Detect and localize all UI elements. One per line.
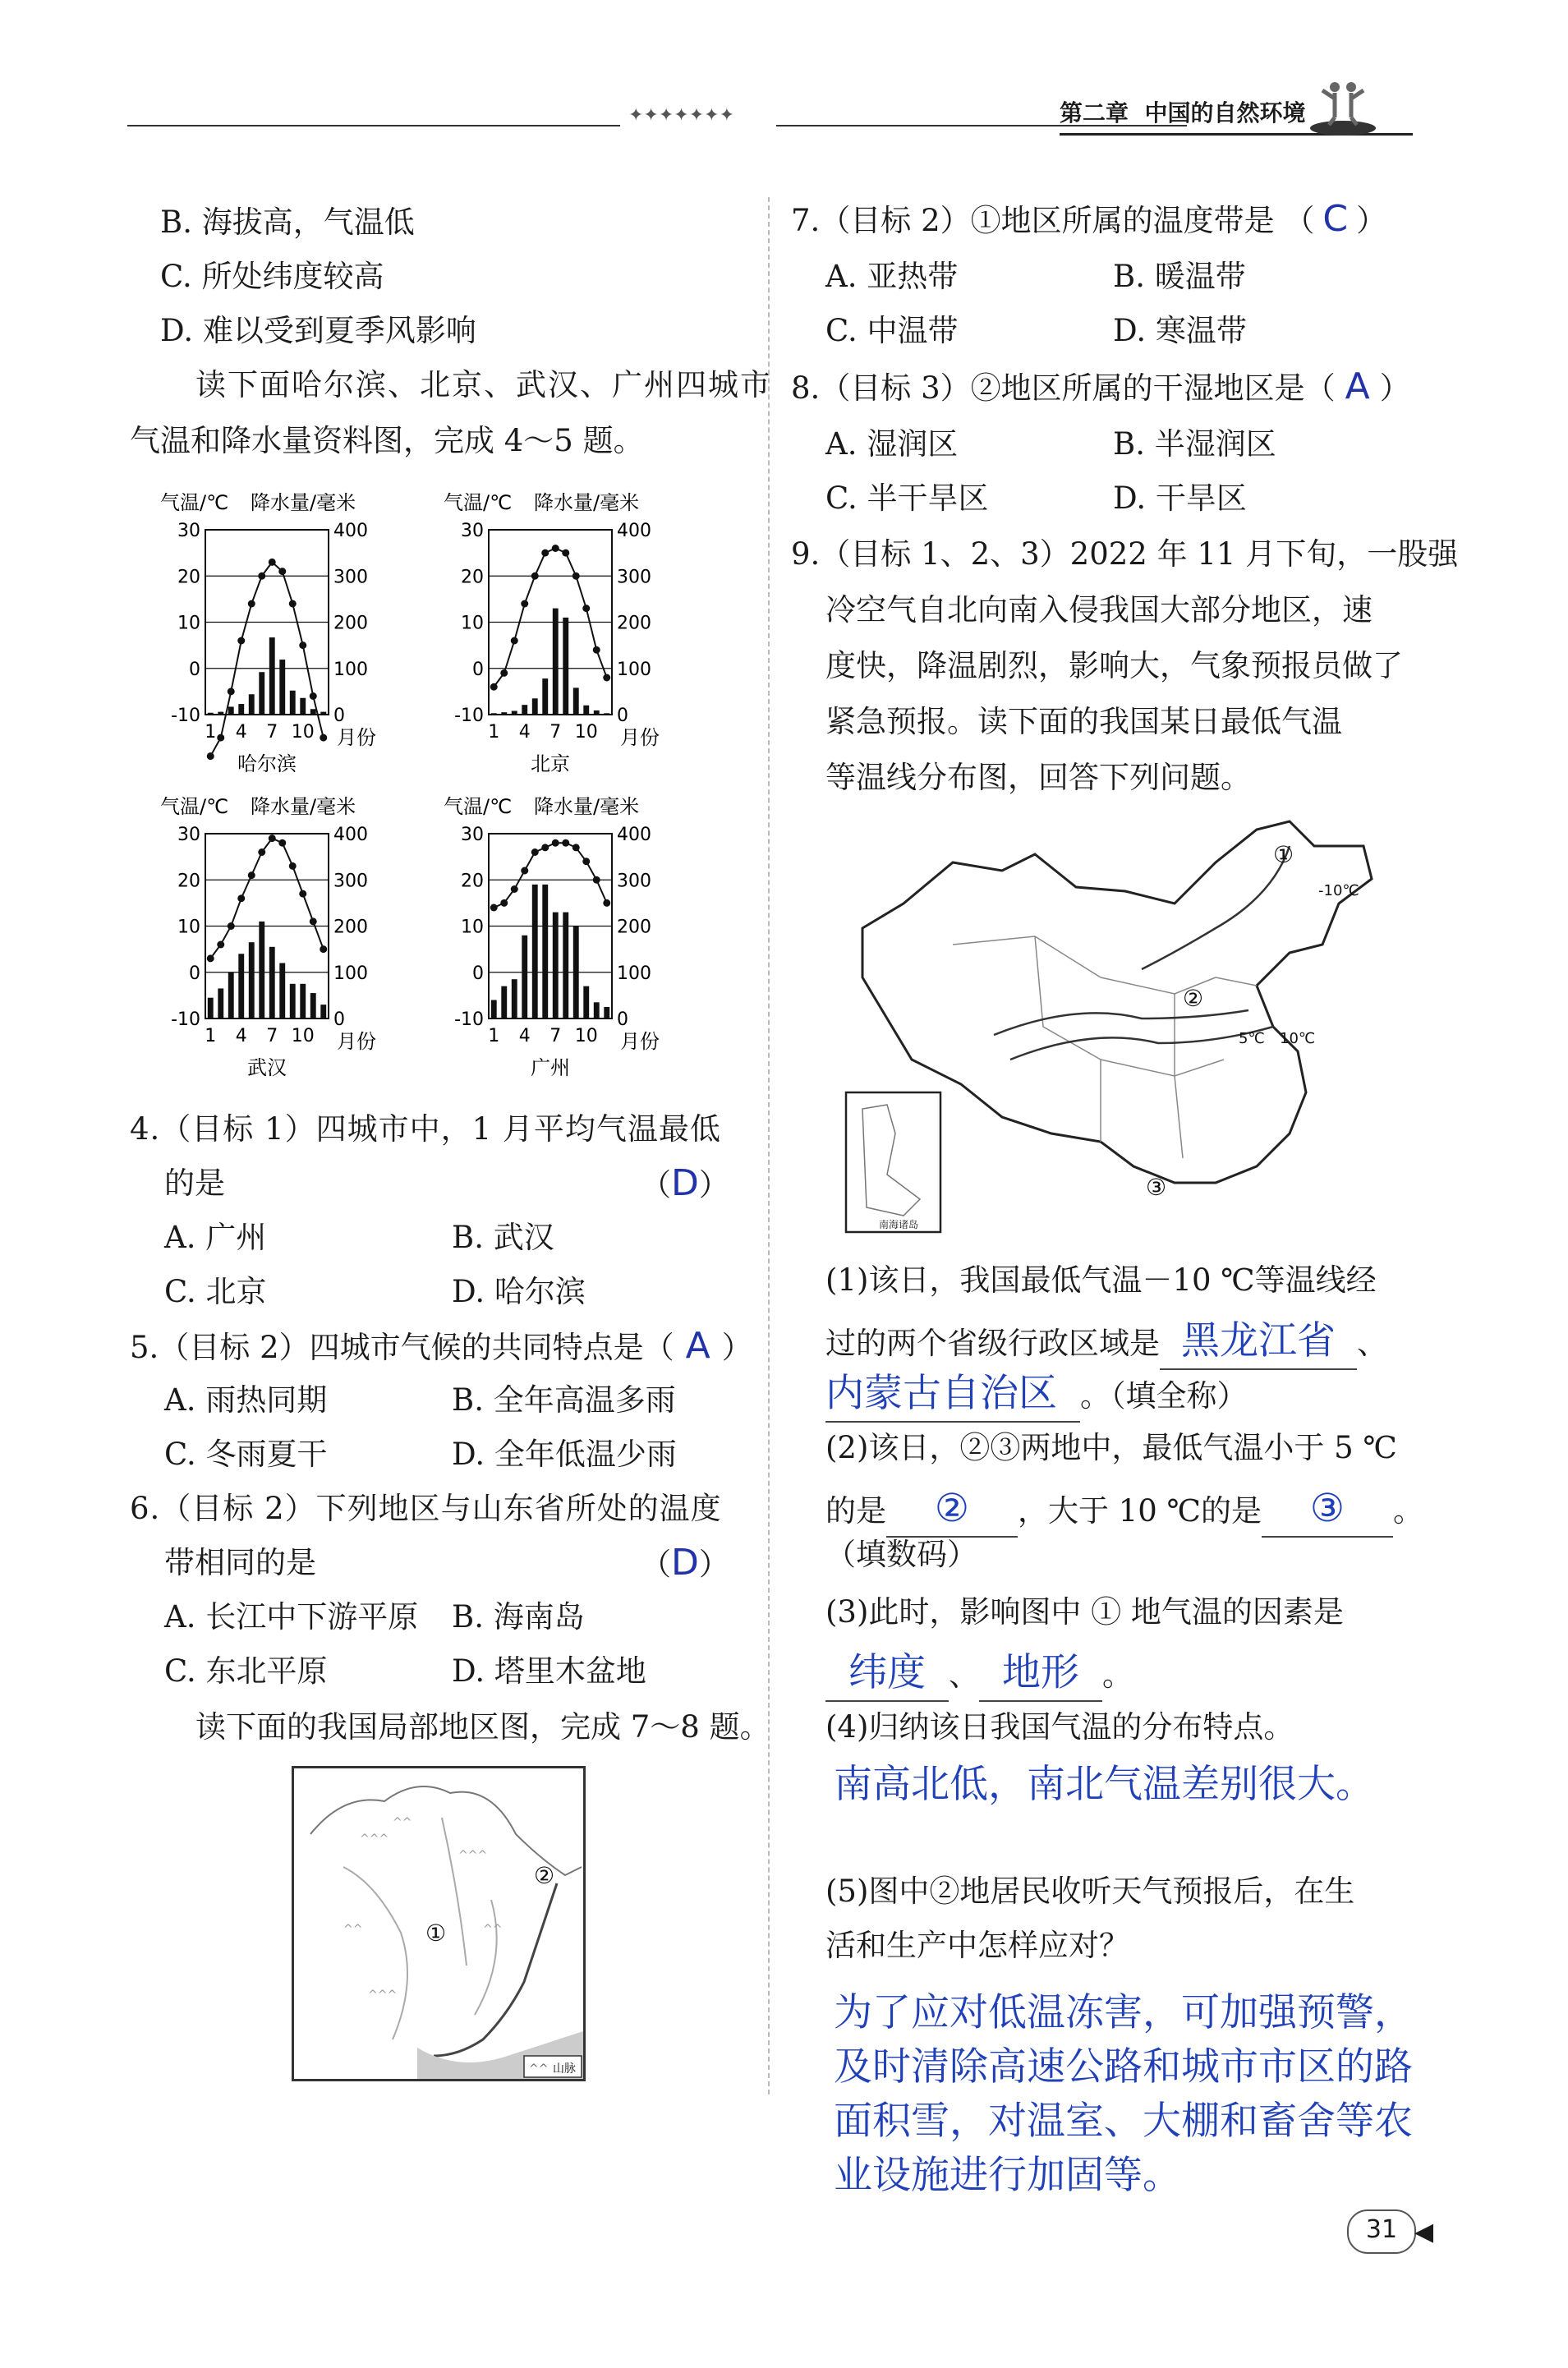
chart-precip-bar [501,712,507,715]
chart-tick-right: 300 [333,871,368,892]
chart-temp-point [490,683,498,691]
q6-option-a: A. 长江中下游平原 [164,1599,419,1635]
chart-tick-x: 4 [518,722,531,743]
chart-precip-bar [491,713,497,715]
s1-answer-2: 内蒙古自治区 [825,1371,1057,1416]
chart-precip-bar [491,1000,497,1019]
q5-option-a: A. 雨热同期 [164,1382,328,1418]
chart-tick-right: 200 [333,917,368,938]
iso-label-10: 10℃ [1280,1030,1316,1047]
chart-precip-bar [532,698,538,715]
chart-temp-point [248,600,255,608]
chart-tick-left: 10 [177,613,200,634]
chart-tick-x: 7 [266,722,278,743]
chart-precip-bar [512,979,517,1018]
s5-answer-line-2: 及时清除高速公路和城市市区的路 [834,2044,1413,2090]
chart-tick-right: 0 [617,1009,628,1030]
chart-temp-point [237,637,245,645]
chart-temp-point [289,862,297,870]
iso-label-5: 5℃ [1239,1030,1265,1047]
chart-temp-point [228,922,235,930]
q4-stem: 4.（目标 1）四城市中，1 月平均气温最低 [130,1111,721,1147]
chart-temp-point [552,839,559,847]
q8-option-b: B. 半湿润区 [1113,426,1276,462]
svg-text:^^: ^^ [393,1816,412,1829]
q6-stem-2: 带相同的是 [164,1545,316,1580]
chart-temp-point [511,637,518,645]
chart-tick-right: 400 [333,825,368,845]
chart-tick-left: 20 [461,871,484,892]
chart-precip-bar [553,609,559,715]
svg-text:^^^: ^^^ [458,1849,488,1862]
chart-tick-right: 300 [333,567,368,588]
chart-temp-point [593,876,600,884]
chart-ylabel-left: 气温/℃ [444,491,513,514]
s5-stem-1: (5)图中②地居民收听天气预报后，在生 [825,1874,1355,1909]
chart-temp-point [269,835,276,842]
s1-stem-1: (1)该日，我国最低气温－10 ℃等温线经 [825,1262,1377,1298]
chart-precip-bar [218,988,223,1018]
chart-tick-x: 7 [266,1026,278,1046]
chart-precip-bar [300,984,306,1018]
chart-tick-left: 0 [472,659,484,680]
chart-temp-point [320,734,327,742]
chart-tick-left: 0 [189,963,200,984]
chart-ylabel-right: 降水量/毫米 [534,795,640,818]
s2-text-b: ，大于 10 ℃的是 [1018,1493,1262,1529]
chart-precip-bar [269,637,275,715]
chart-temp-point [299,890,306,898]
q9-stem-1: 9.（目标 1、2、3）2022 年 11 月下旬，一股强 [791,536,1459,572]
chart-precip-bar [320,712,326,715]
chart-precip-bar [542,885,548,1018]
chart-precip-bar [563,618,568,715]
chart-tick-right: 0 [333,1009,345,1030]
q4-option-a: A. 广州 [164,1220,267,1255]
chart-tick-x: 1 [488,1026,500,1046]
q8-stem-text: 8.（目标 3）②地区所属的干湿地区是（ [791,370,1336,406]
s5-answer-line-4: 业设施进行加固等。 [834,2153,1181,2198]
s3-answer-2: 地形 [1002,1650,1079,1695]
s1-stem-2 [825,1314,1387,1370]
q6-answer-bracket: （D） [641,1542,729,1584]
chart-temp-point [582,858,590,865]
chart-temp-line [210,839,324,959]
s1-blank-1 [1160,1314,1357,1370]
south-sea-label: 南海诸岛 [879,1219,919,1230]
chart-tick-right: 200 [617,917,651,938]
chart-tick-right: 0 [617,706,628,726]
chart-precip-bar [290,984,296,1018]
s4-answer: 南高北低，南北气温差别很大。 [834,1762,1374,1807]
q7-option-c: C. 中温带 [825,313,959,348]
chart-precip-bar [249,694,255,715]
svg-text:^^: ^^ [483,1923,503,1936]
chart-precip-bar [279,660,285,715]
s3-tail: 。 [1102,1658,1133,1693]
chart-temp-point [207,752,214,760]
s3-stem-1: (3)此时，影响图中 ① 地气温的因素是 [825,1594,1344,1630]
chart-temp-point [562,549,569,557]
chart-temp-point [320,945,327,953]
q7-answer: C [1322,198,1349,240]
chart-xlabel: 月份 [337,726,376,749]
chart-temp-point [531,572,539,580]
chart-ylabel-left: 气温/℃ [444,795,513,818]
chart-temp-point [541,549,549,557]
chart-tick-left: 20 [177,871,200,892]
chart-tick-x: 10 [574,1026,598,1046]
q4-answer: D [671,1162,699,1204]
chart-temp-point [289,600,297,608]
s5-answer-line-1: 为了应对低温冻害，可加强预警， [834,1990,1413,2035]
chart-precip-bar [512,711,517,715]
chart-temp-point [593,646,600,654]
chart-title: 哈尔滨 [237,752,297,775]
chart-temp-point [500,899,508,907]
northeast-map-drawing [294,1768,583,2079]
s2-stem-3: （填数码） [825,1537,977,1572]
page-number-badge [1347,2209,1416,2254]
chart-precip-bar [310,709,316,715]
chart-precip-bar [259,672,264,715]
chart-precip-bar [583,706,589,715]
chart-tick-left: 10 [461,917,484,938]
chart-precip-bar [522,936,527,1018]
chart-precip-bar [238,954,244,1018]
s2-blank-1 [886,1482,1018,1538]
chart-temp-point [237,894,245,902]
chart-temp-point [217,734,224,742]
map-label-1: ① [425,1920,447,1947]
q5-stem-text: 5.（目标 2）四城市气候的共同特点是（ [130,1330,674,1365]
chart-precip-bar [320,1005,326,1018]
q4-option-d: D. 哈尔滨 [452,1274,586,1309]
chart-tick-x: 7 [549,1026,562,1046]
chart-precip-bar [594,710,600,715]
chart-precip-bar [604,1007,609,1018]
chart-precip-bar [238,704,244,715]
iso-label-minus10: -10℃ [1318,882,1359,899]
s1-sep: 、 [1357,1326,1387,1361]
chart-precip-bar [573,687,579,715]
chart-precip-bar [604,713,609,715]
chart-tick-right: 400 [617,825,651,845]
intro-4-5-line2: 气温和降水量资料图，完成 4～5 题。 [130,423,644,458]
q5-option-d: D. 全年低温少雨 [452,1437,677,1472]
chart-tick-left: 10 [461,613,484,634]
s2-blank-2 [1262,1482,1393,1538]
q4-answer-bracket: （D） [641,1162,729,1204]
s1-answer-1: 黑龙江省 [1181,1318,1336,1363]
chart-tick-left: 20 [461,567,484,588]
chart-temp-point [310,917,317,925]
china-isotherm-map [830,813,1396,1240]
chart-temp-point [603,674,610,682]
map-label-2: ② [534,1862,555,1889]
iso-map-label-2: ② [1183,985,1204,1012]
chart-tick-x: 10 [291,722,315,743]
chart-tick-x: 1 [205,722,217,743]
chart-tick-x: 1 [488,722,500,743]
s3-sep: 、 [949,1658,979,1693]
chart-precip-bar [310,993,316,1018]
s3-blank-2 [979,1646,1102,1702]
q8-answer: A [1345,366,1370,407]
chart-temp-point [248,871,255,879]
s5-stem-2: 活和生产中怎样应对？ [825,1928,1129,1963]
chart-temp-point [500,669,508,677]
chart-temp-point [490,904,498,912]
chart-temp-point [511,885,518,893]
s1-blank-2 [825,1367,1080,1423]
chart-tick-left: -10 [171,1009,200,1030]
chart-temp-line [494,549,607,687]
chart-temp-point [278,839,286,847]
s2-tail: 。 [1393,1493,1423,1529]
q9-stem-3: 度快，降温剧烈，影响大，气象预报员做了 [825,648,1403,683]
q9-stem-2: 冷空气自北向南入侵我国大部分地区，速 [825,592,1373,628]
chart-precip-bar [208,713,214,715]
q7-option-a: A. 亚热带 [825,259,959,294]
chart-precip-bar [542,678,548,715]
q8-option-c: C. 半干旱区 [825,480,989,516]
page-arrow-icon: ◀ [1414,2218,1434,2246]
chapter-title: 中国的自然环境 [1144,99,1306,126]
chart-temp-point [278,568,286,575]
intro-7-8: 读下面的我国局部地区图，完成 7～8 题。 [195,1709,770,1745]
q5-stem: 5.（目标 2）四城市气候的共同特点是（ A ） [130,1325,752,1367]
chart-tick-right: 200 [333,613,368,634]
chart-tick-right: 100 [333,963,368,984]
chart-tick-left: 0 [472,963,484,984]
chart-tick-left: 20 [177,567,200,588]
header-decoration: ✦✦✦✦✦✦✦ [628,105,735,126]
chart-temp-point [572,844,580,851]
column-divider [768,197,770,2094]
svg-text:^^^: ^^^ [368,1989,398,2002]
map-legend-label: 山脉 [553,2062,576,2076]
chart-precip-bar [290,691,296,715]
q6-option-b: B. 海南岛 [452,1599,585,1635]
chart-precip-bar [594,1002,600,1018]
svg-text:^^^: ^^^ [360,1832,389,1846]
chart-tick-x: 4 [235,1026,247,1046]
chart-tick-left: -10 [454,1009,484,1030]
q9-stem-5: 等温线分布图，回答下列问题。 [825,760,1251,795]
intro-4-5-line1: 读下面哈尔滨、北京、武汉、广州四城市 [195,367,772,402]
q4-stem-2: 的是 [164,1166,225,1201]
chart-tick-left: 30 [461,825,484,845]
chart-precip-bar [522,705,527,715]
chart-tick-left: 30 [177,825,200,845]
q7-stem: 7.（目标 2）①地区所属的温度带是 （ C ） [791,198,1387,240]
chart-temp-point [603,899,610,907]
chart-tick-right: 400 [617,521,651,541]
q5-option-c: C. 冬雨夏干 [164,1437,328,1472]
chart-tick-right: 400 [333,521,368,541]
chart-precip-bar [279,963,285,1019]
climate-charts [156,480,747,1088]
s5-answer-line-3: 面积雪，对温室、大棚和畜舍等农 [834,2099,1413,2144]
chart-precip-bar [249,942,255,1018]
chart-temp-point [521,867,528,875]
chart-xlabel: 月份 [620,1030,660,1053]
iso-map-label-3: ③ [1146,1174,1167,1201]
chart-ylabel-right: 降水量/毫米 [251,491,356,514]
chart-temp-point [521,600,528,608]
chart-tick-right: 300 [617,871,651,892]
q4-option-c: C. 北京 [164,1274,267,1309]
q4-option-b: B. 武汉 [452,1220,554,1255]
chart-tick-right: 100 [333,659,368,680]
chart-temp-point [531,848,539,856]
chart-precip-bar [553,913,559,1018]
q6-option-d: D. 塔里木盆地 [452,1653,646,1689]
chart-temp-point [228,687,235,695]
chart-temp-point [258,572,265,580]
chart-ylabel-left: 气温/℃ [160,491,229,514]
chart-temp-point [207,954,214,962]
option-c-prev: C. 所处纬度较高 [160,259,384,294]
chart-temp-point [562,839,569,847]
chart-tick-left: 30 [461,521,484,541]
header-bar [127,99,1400,154]
chart-temp-point [572,572,580,580]
chart-ylabel-right: 降水量/毫米 [534,491,640,514]
s3-blank-1 [825,1646,949,1702]
q7-option-d: D. 寒温带 [1113,313,1247,348]
chart-precip-bar [532,885,538,1018]
q8-option-a: A. 湿润区 [825,426,959,462]
chart-precip-bar [583,986,589,1018]
chart-tick-x: 4 [235,722,247,743]
chart-tick-right: 200 [617,613,651,634]
chart-tick-right: 0 [333,706,345,726]
svg-text:^^: ^^ [343,1923,363,1936]
chart-tick-left: 10 [177,917,200,938]
s2-answer-2: ③ [1309,1486,1345,1531]
chart-xlabel: 月份 [620,726,660,749]
chart-precip-bar [228,972,234,1018]
q5-answer: A [685,1325,710,1367]
option-d-prev: D. 难以受到夏季风影响 [160,313,476,348]
chart-temp-line [494,843,607,908]
chapter-number: 第二章 [1060,99,1129,126]
s1-stem-3 [825,1367,1248,1423]
chart-precip-bar [228,706,234,715]
chart-tick-x: 10 [291,1026,315,1046]
south-sea-inset [846,1092,940,1232]
chart-temp-point [258,848,265,856]
s2-answer-1: ② [934,1486,970,1531]
chart-precip-bar [300,698,306,715]
chart-tick-right: 100 [617,659,651,680]
chart-tick-left: -10 [454,706,484,726]
chart-tick-right: 100 [617,963,651,984]
s4-stem: (4)归纳该日我国气温的分布特点。 [825,1709,1294,1745]
chart-temp-point [310,692,317,700]
s1-tail: 。（填全称） [1080,1378,1248,1414]
chart-ylabel-left: 气温/℃ [160,795,229,818]
page-number: 31 [1365,2215,1398,2244]
chart-title: 广州 [531,1056,570,1079]
chart-tick-x: 10 [574,722,598,743]
chart-precip-bar [501,986,507,1018]
q8-option-d: D. 干旱区 [1113,480,1247,516]
q8-stem: 8.（目标 3）②地区所属的干湿地区是（ A ） [791,366,1410,407]
chart-temp-point [541,844,549,851]
q6-option-c: C. 东北平原 [164,1653,328,1689]
s2-text-a: 的是 [825,1493,886,1529]
s1-stem-2-text: 过的两个省级行政区域是 [825,1326,1160,1361]
chart-temp-point [552,545,559,552]
q6-answer: D [671,1542,699,1584]
s3-answer-1: 纬度 [848,1650,926,1695]
q6-stem: 6.（目标 2）下列地区与山东省所处的温度 [130,1491,722,1526]
chart-tick-left: 0 [189,659,200,680]
chart-title: 武汉 [247,1056,287,1079]
chart-tick-x: 1 [205,1026,217,1046]
chart-precip-bar [269,947,275,1018]
option-b-prev: B. 海拔高，气温低 [160,205,415,240]
chart-tick-left: 30 [177,521,200,541]
chart-precip-bar [563,913,568,1018]
chart-precip-bar [208,998,214,1018]
chart-temp-point [582,605,590,612]
chart-tick-x: 7 [549,722,562,743]
northeast-map [292,1766,586,2081]
s2-stem-2 [825,1482,1423,1538]
chart-precip-bar [573,927,579,1019]
chart-tick-right: 300 [617,567,651,588]
chart-precip-bar [218,712,223,715]
chart-temp-point [299,641,306,649]
q7-option-b: B. 暖温带 [1113,259,1246,294]
iso-map-label-1: ① [1273,841,1294,868]
q7-stem-text: 7.（目标 2）①地区所属的温度带是 [791,203,1275,238]
s3-stem-2 [825,1646,1133,1702]
chart-xlabel: 月份 [337,1030,376,1053]
chapter-label [1060,95,1306,128]
chart-temp-point [217,941,224,949]
header-rule [127,125,620,126]
chart-precip-bar [259,922,264,1018]
mascot-icon [1306,72,1380,138]
mountain-legend-icon: ^^ [529,2062,549,2076]
chart-temp-point [269,559,276,566]
chart-tick-left: -10 [171,706,200,726]
chart-ylabel-right: 降水量/毫米 [251,795,356,818]
chart-tick-x: 4 [518,1026,531,1046]
q9-stem-4: 紧急预报。读下面的我国某日最低气温 [825,704,1342,739]
q5-option-b: B. 全年高温多雨 [452,1382,676,1418]
chart-title: 北京 [531,752,570,775]
s2-stem-1: (2)该日，②③两地中，最低气温小于 5 ℃ [825,1430,1397,1465]
